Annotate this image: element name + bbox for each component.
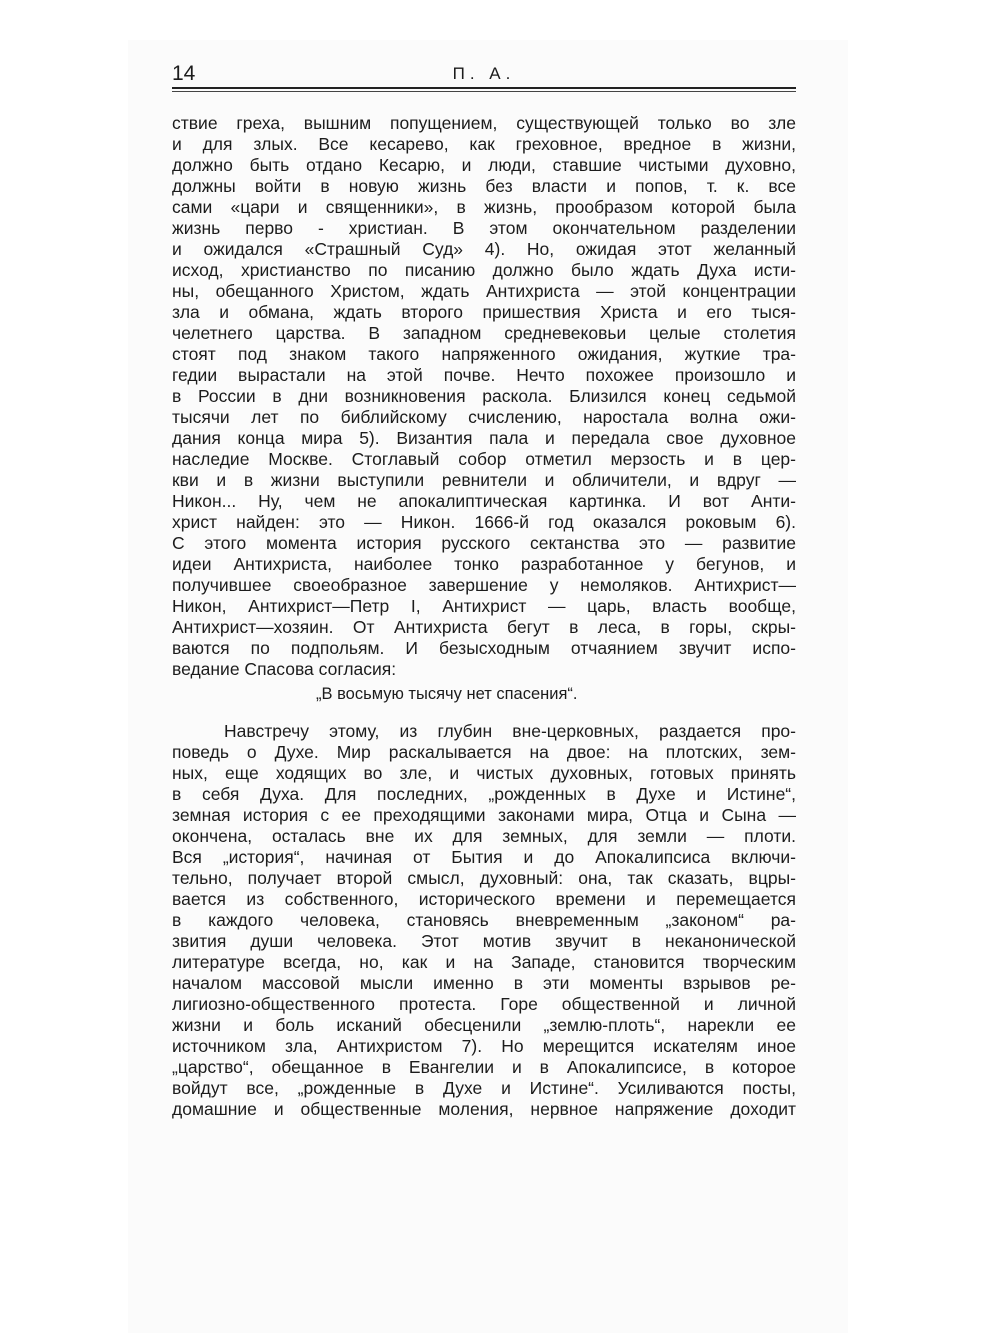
text-line: ведание Спасова согласия: <box>172 659 397 679</box>
text-line: Никон... Ну, чем не апокалиптическая картинка. И вот Анти- <box>172 491 796 511</box>
text-line: Навстречу этому, из глубин вне-церковных, раздается про- <box>224 721 796 741</box>
header-rule-thin <box>172 91 796 92</box>
text-line: получившее своеобразное завершение у немоляков. Антихрист— <box>172 575 796 595</box>
text-line: челетнего царства. В западном средневековьи целые столетия <box>172 323 796 343</box>
text-line: сами «цари и священники», в жизнь, прообразом которой была <box>172 197 796 217</box>
text-line: ствие греха, вышним попущением, существующей только во зле <box>172 113 796 133</box>
running-head: П. А. <box>452 64 516 83</box>
text-line: домашние и общественные моления, нервное напряжение доходит <box>172 1099 796 1119</box>
text-line: гедии вырастали на этой почве. Нечто похожее произошло и <box>172 365 796 385</box>
text-line: в каждого человека, становясь вневременным „законом“ ра- <box>172 910 796 930</box>
text-line: должны войти в новую жизнь без власти и попов, т. к. все <box>172 176 796 196</box>
header-rule <box>172 87 796 89</box>
text-line: кви и в жизни выступили ревнители и обличители, и вдруг — <box>172 470 796 490</box>
paragraph-1 <box>172 113 796 680</box>
text-line: стоят под знаком такого напряженного ожидания, жуткие тра- <box>172 344 796 364</box>
text-line: окончена, осталась вне их для земных, для земли — плоти. <box>172 826 796 846</box>
text-line: в России в дни возникновения раскола. Близился конец седьмой <box>172 386 796 406</box>
text-line: и ожидался «Страшный Суд» 4). Но, ожидая этот желанный <box>172 239 796 259</box>
text-line: наследие Москве. Стоглавый собор отметил мерзость и в цер- <box>172 449 796 469</box>
text-line: земная история с ее преходящими законами мира, Отца и Сына — <box>172 805 796 825</box>
text-line: жизнь перво - христиан. В этом окончательном разделении <box>172 218 796 238</box>
text-line: литературе всегда, но, как и на Западе, становится творческим <box>172 952 796 972</box>
text-line: дания конца мира 5). Византия пала и передала свое духовное <box>172 428 796 448</box>
text-line: исход, христианство по писанию должно было ждать Духа исти- <box>172 260 796 280</box>
text-line: войдут все, „рожденные в Духе и Истине“. Усиливаются посты, <box>172 1078 796 1098</box>
text-line: ны, обещанного Христом, ждать Антихриста — этой концентрации <box>172 281 796 301</box>
text-line: Вся „история“, начиная от Бытия и до Апокалипсиса включи- <box>172 847 796 867</box>
text-line: вается из собственного, исторического времени и перемещается <box>172 889 796 909</box>
block-quote: „В восьмую тысячу нет спасения“. <box>316 685 578 703</box>
page-header <box>172 60 796 90</box>
paragraph-2 <box>172 721 796 1120</box>
text-line: зла и обмана, ждать второго пришествия Христа и его тыся- <box>172 302 796 322</box>
text-line: Антихрист—хозяин. От Антихриста бегут в леса, в горы, скры- <box>172 617 796 637</box>
text-line: поведь о Духе. Мир раскалывается на двое: на плотских, зем- <box>172 742 796 762</box>
text-line: ваются по подпольям. И безысходным отчаянием звучит испо- <box>172 638 796 658</box>
text-line: „царство“, обещанное в Евангелии и в Апокалипсисе, в которое <box>172 1057 796 1077</box>
text-line: идеи Антихриста, наиболее тонко разработанное у бегунов, и <box>172 554 796 574</box>
text-line: источником зла, Антихристом 7). Но мерещится искателям иное <box>172 1036 796 1056</box>
text-line: тысячи лет по библийскому счислению, наростала волна ожи- <box>172 407 796 427</box>
text-line: тельно, получает второй смысл, духовный: она, так сказать, вцры- <box>172 868 796 888</box>
page-number: 14 <box>172 62 196 85</box>
text-line: звития души человека. Этот мотив звучит в неканонической <box>172 931 796 951</box>
text-line: Никон, Антихрист—Петр I, Антихрист — царь, власть вообще, <box>172 596 796 616</box>
text-line: С этого момента история русского сектанства это — развитие <box>172 533 796 553</box>
body-text <box>172 113 796 1120</box>
text-line: жизни и боль исканий обесценили „землю-плоть“, нарекли ее <box>172 1015 796 1035</box>
text-line: лигиозно-общественного протеста. Горе общественной и личной <box>172 994 796 1014</box>
text-line: началом массовой мысли именно в эти моменты взрывов ре- <box>172 973 796 993</box>
text-line: ных, еще ходящих во зле, и чистых духовных, готовых принять <box>172 763 796 783</box>
text-line: христ найден: это — Никон. 1666-й год оказался роковым 6). <box>172 512 796 532</box>
text-line: должно быть отдано Кесарю, и люди, ставшие чистыми духовно, <box>172 155 796 175</box>
text-line: в себя Духа. Для последних, „рожденных в Духе и Истине“, <box>172 784 796 804</box>
text-line: и для злых. Все кесарево, как греховное, вредное в жизни, <box>172 134 796 154</box>
